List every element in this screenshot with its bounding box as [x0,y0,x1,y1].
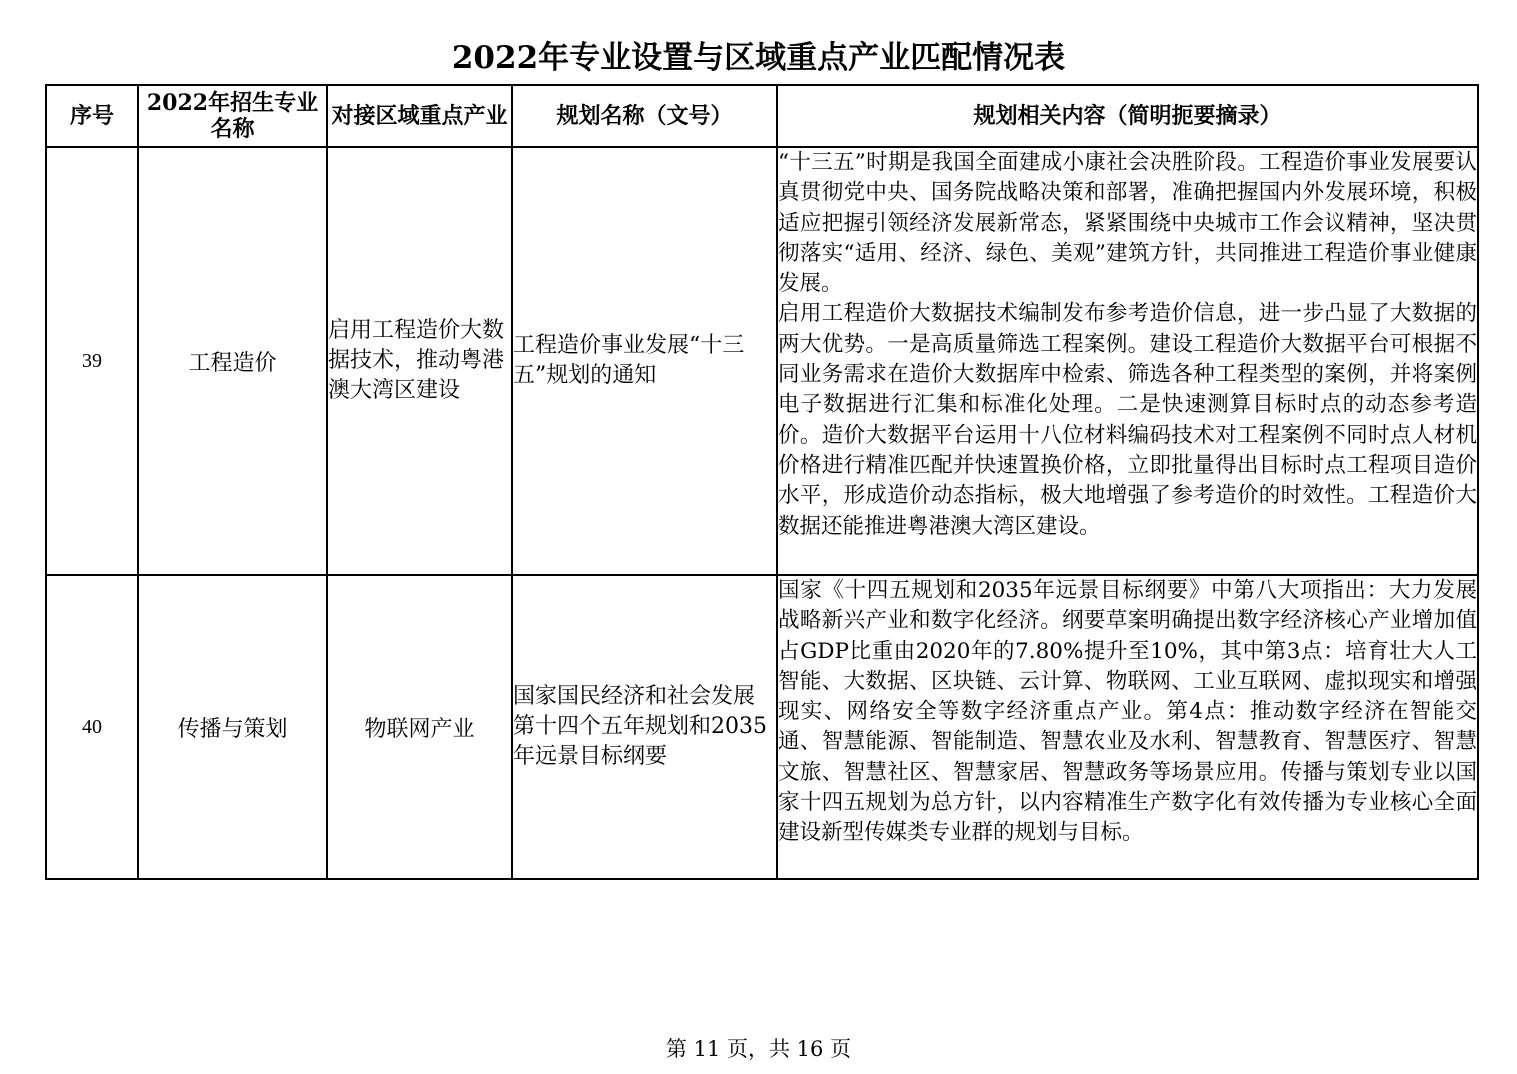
row-plan-content [777,575,1478,879]
row-plan-name: 工程造价事业发展“十三五”规划的通知 [512,147,777,575]
content-paragraph: 国家《十四五规划和2035年远景目标纲要》中第八大项指出：大力发展战略新兴产业和数字化经济。纲要草案明确提出数字经济核心产业增加值占GDP比重由2020年的7.80%提升至10%，其中第3点：培育壮大人工智能、大数据、区块链、云计算、物联网、工业互联网、虚拟现实和增强现实、网络安全等数字经济重点产业。第4点：推动数字经济在智能交通、智慧能源、智能制造、智慧农业及水利、智慧教育、智慧医疗、智慧文旅、智慧社区、智慧家居、智慧政务等场景应用。传播与策划专业以国家十四五规划为总方针，以内容精准生产数字化有效传播为专业核心全面建设新型传媒类专业群的规划与目标。 [778,578,1477,846]
page-footer: 第 11 页，共 16 页 [665,1037,852,1061]
row-index: 39 [46,147,138,575]
header-plan-content: 规划相关内容（简明扼要摘录） [777,85,1478,147]
row-industry: 启用工程造价大数据技术，推动粤港澳大湾区建设 [327,147,512,575]
page-title: 2022年专业设置与区域重点产业匹配情况表 [451,40,1066,76]
header-industry: 对接区域重点产业 [327,85,512,147]
row-plan-content [777,147,1478,575]
table-header-row [46,85,1478,147]
table-row [46,575,1478,879]
row-major: 工程造价 [138,147,327,575]
content-paragraph: 启用工程造价大数据技术编制发布参考造价信息，进一步凸显了大数据的两大优势。一是高质量筛选工程案例。建设工程造价大数据平台可根据不同业务需求在造价大数据库中检索、筛选各种工程类型的案例，并将案例电子数据进行汇集和标准化处理。二是快速测算目标时点的动态参考造价。造价大数据平台运用十八位材料编码技术对工程案例不同时点人材机价格进行精准匹配并快速置换价格，立即批量得出目标时点工程项目造价水平，形成造价动态指标，极大地增强了参考造价的时效性。工程造价大数据还能推进粤港澳大湾区建设。 [778,301,1477,539]
matching-table [45,84,1479,880]
header-index: 序号 [46,85,138,147]
row-industry: 物联网产业 [327,575,512,879]
table-row [46,147,1478,575]
row-major: 传播与策划 [138,575,327,879]
header-major: 2022年招生专业名称 [138,85,327,147]
row-index: 40 [46,575,138,879]
header-plan-name: 规划名称（文号） [512,85,777,147]
row-plan-name: 国家国民经济和社会发展第十四个五年规划和2035年远景目标纲要 [512,575,777,879]
content-paragraph: “十三五”时期是我国全面建成小康社会决胜阶段。工程造价事业发展要认真贯彻党中央、国务院战略决策和部署，准确把握国内外发展环境，积极适应把握引领经济发展新常态，紧紧围绕中央城市工作会议精神，坚决贯彻落实“适用、经济、绿色、美观”建筑方针，共同推进工程造价事业健康发展。 [778,150,1477,297]
